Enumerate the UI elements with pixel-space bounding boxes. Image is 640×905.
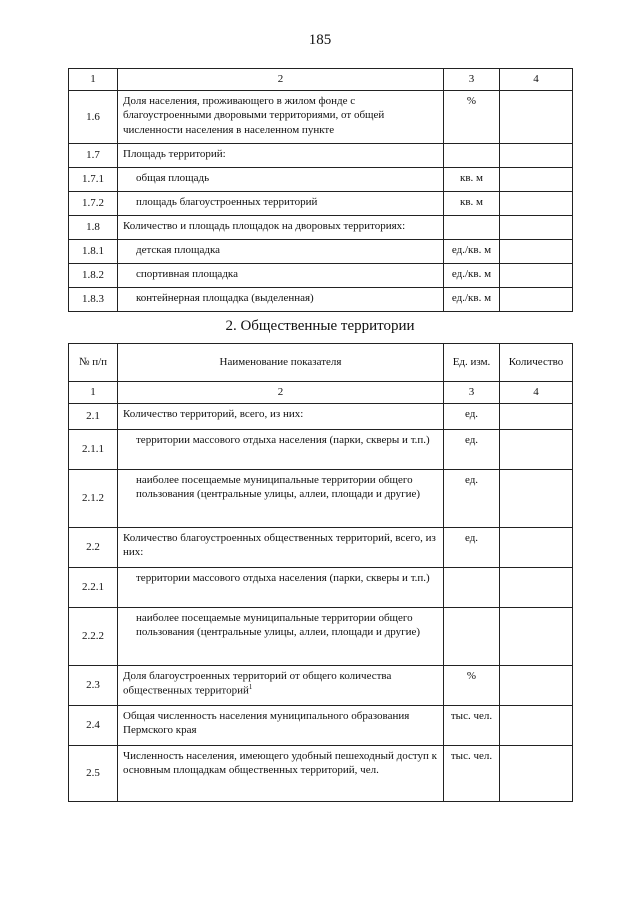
- table-row: [69, 264, 573, 288]
- row-number: 1.8.3: [69, 288, 118, 312]
- unit-cell: [444, 144, 500, 168]
- row-number: 1.7: [69, 144, 118, 168]
- indicator-name: Численность населения, имеющего удобный пешеходный доступ к основным площадкам общественных территорий, чел.: [118, 746, 444, 802]
- table-row: [69, 240, 573, 264]
- table-row: [69, 91, 573, 144]
- quantity-cell: [500, 746, 573, 802]
- quantity-cell: [500, 608, 573, 666]
- column-number: 1: [69, 382, 118, 404]
- quantity-cell: [500, 192, 573, 216]
- unit-cell: ед.: [444, 404, 500, 430]
- row-number: 2.1.1: [69, 430, 118, 470]
- row-number: 2.3: [69, 666, 118, 706]
- indicator-name: Количество и площадь площадок на дворовых территориях:: [118, 216, 444, 240]
- column-number-row: [69, 69, 573, 91]
- indicator-name: площадь благоустроенных территорий: [118, 192, 444, 216]
- quantity-cell: [500, 404, 573, 430]
- table-row: [69, 430, 573, 470]
- row-number: 2.2.2: [69, 608, 118, 666]
- quantity-cell: [500, 528, 573, 568]
- unit-cell: тыс. чел.: [444, 746, 500, 802]
- quantity-cell: [500, 144, 573, 168]
- header-name: Наименование показателя: [118, 344, 444, 382]
- row-number: 1.8.1: [69, 240, 118, 264]
- table-row: [69, 528, 573, 568]
- unit-cell: ед./кв. м: [444, 288, 500, 312]
- row-number: 2.1: [69, 404, 118, 430]
- indicator-name: [118, 666, 444, 706]
- unit-cell: %: [444, 91, 500, 144]
- indicators-table-2: [68, 343, 573, 802]
- row-number: 2.5: [69, 746, 118, 802]
- indicator-name: Количество территорий, всего, из них:: [118, 404, 444, 430]
- unit-cell: %: [444, 666, 500, 706]
- row-number: 1.6: [69, 91, 118, 144]
- table-row: [69, 666, 573, 706]
- unit-cell: тыс. чел.: [444, 706, 500, 746]
- table-row: [69, 216, 573, 240]
- quantity-cell: [500, 240, 573, 264]
- indicator-name: территории массового отдыха населения (парки, скверы и т.п.): [118, 430, 444, 470]
- indicators-table-1: [68, 68, 573, 312]
- table-row: [69, 608, 573, 666]
- column-number: 2: [118, 69, 444, 91]
- row-number: 1.8.2: [69, 264, 118, 288]
- column-number: 4: [500, 69, 573, 91]
- footnote-mark: 1: [248, 683, 253, 692]
- row-number: 1.7.1: [69, 168, 118, 192]
- indicator-name: детская площадка: [118, 240, 444, 264]
- row-number: 2.4: [69, 706, 118, 746]
- column-number: 4: [500, 382, 573, 404]
- quantity-cell: [500, 168, 573, 192]
- unit-cell: ед.: [444, 470, 500, 528]
- indicator-name: спортивная площадка: [118, 264, 444, 288]
- table-row: [69, 192, 573, 216]
- column-number: 1: [69, 69, 118, 91]
- quantity-cell: [500, 568, 573, 608]
- unit-cell: [444, 216, 500, 240]
- table-row: [69, 144, 573, 168]
- indicator-name: общая площадь: [118, 168, 444, 192]
- row-number: 2.2: [69, 528, 118, 568]
- quantity-cell: [500, 470, 573, 528]
- indicator-name: Площадь территорий:: [118, 144, 444, 168]
- unit-cell: [444, 568, 500, 608]
- indicator-name: наиболее посещаемые муниципальные территории общего пользования (центральные улицы, аллеи, площади и другие): [118, 608, 444, 666]
- unit-cell: [444, 608, 500, 666]
- quantity-cell: [500, 216, 573, 240]
- row-number: 2.2.1: [69, 568, 118, 608]
- table-row: [69, 288, 573, 312]
- indicator-name: территории массового отдыха населения (парки, скверы и т.п.): [118, 568, 444, 608]
- quantity-cell: [500, 706, 573, 746]
- unit-cell: кв. м: [444, 192, 500, 216]
- unit-cell: ед.: [444, 430, 500, 470]
- header-unit: Ед. изм.: [444, 344, 500, 382]
- unit-cell: ед.: [444, 528, 500, 568]
- table-row: [69, 706, 573, 746]
- unit-cell: кв. м: [444, 168, 500, 192]
- table-row: [69, 470, 573, 528]
- row-number: 1.8: [69, 216, 118, 240]
- section-title: 2. Общественные территории: [225, 318, 415, 334]
- quantity-cell: [500, 666, 573, 706]
- quantity-cell: [500, 91, 573, 144]
- unit-cell: ед./кв. м: [444, 264, 500, 288]
- row-number: 1.7.2: [69, 192, 118, 216]
- quantity-cell: [500, 288, 573, 312]
- column-number: 2: [118, 382, 444, 404]
- page-number: 185: [308, 32, 332, 48]
- quantity-cell: [500, 430, 573, 470]
- table-row: [69, 168, 573, 192]
- indicator-name: наиболее посещаемые муниципальные территории общего пользования (центральные улицы, аллеи, площади и другие): [118, 470, 444, 528]
- header-num: № п/п: [69, 344, 118, 382]
- column-number: 3: [444, 69, 500, 91]
- column-number-row: [69, 382, 573, 404]
- table-row: [69, 746, 573, 802]
- indicator-name: Количество благоустроенных общественных территорий, всего, из них:: [118, 528, 444, 568]
- indicator-name: контейнерная площадка (выделенная): [118, 288, 444, 312]
- column-number: 3: [444, 382, 500, 404]
- header-qty: Количество: [500, 344, 573, 382]
- quantity-cell: [500, 264, 573, 288]
- unit-cell: ед./кв. м: [444, 240, 500, 264]
- indicator-name: Доля населения, проживающего в жилом фонде с благоустроенными дворовыми территориями, от общей численности населения в населенном пункте: [118, 91, 444, 144]
- indicator-name-text: Доля благоустроенных территорий от общего количества общественных территорий: [123, 670, 392, 697]
- table-row: [69, 568, 573, 608]
- table-row: [69, 404, 573, 430]
- row-number: 2.1.2: [69, 470, 118, 528]
- header-row: [69, 344, 573, 382]
- indicator-name: Общая численность населения муниципального образования Пермского края: [118, 706, 444, 746]
